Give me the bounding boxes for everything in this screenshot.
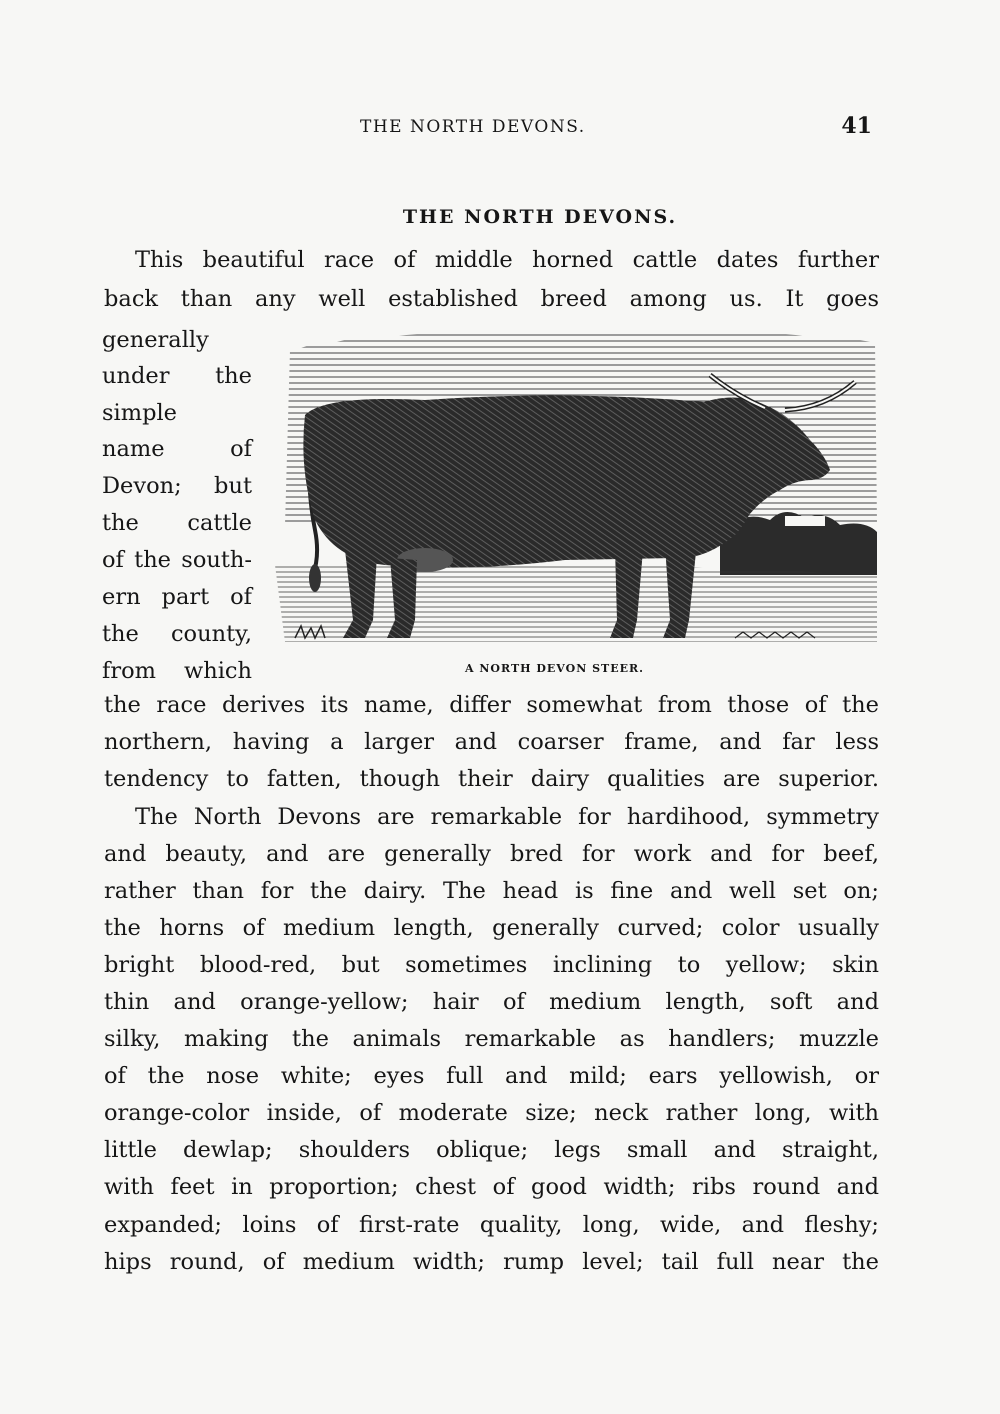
text-line: bright blood-red, but sometimes inclining to yellow; skin — [104, 952, 879, 978]
text-line: and beauty, and are generally bred for work and for beef, — [104, 841, 879, 867]
text-line: silky, making the animals remarkable as handlers; muzzle — [104, 1026, 879, 1052]
narrow-text-line: Devon; but — [102, 473, 252, 499]
narrow-text-line: from which — [102, 658, 252, 684]
text-line: northern, having a larger and coarser frame, and far less — [104, 729, 879, 755]
figure-caption: A NORTH DEVON STEER. — [465, 662, 644, 675]
text-line: with feet in proportion; chest of good width; ribs round and — [104, 1174, 879, 1200]
page-number: 41 — [841, 113, 872, 139]
text-line: the race derives its name, differ somewhat from those of the — [104, 692, 879, 718]
steer-illustration — [265, 320, 880, 660]
narrow-text-line: name of — [102, 436, 252, 462]
text-line: rather than for the dairy. The head is fine and well set on; — [104, 878, 879, 904]
section-title: THE NORTH DEVONS. — [402, 206, 678, 228]
narrow-text-line: under the — [102, 363, 252, 389]
text-line: back than any well established breed among us. It goes — [104, 286, 879, 312]
narrow-text-line: the cattle — [102, 510, 252, 536]
text-line: of the nose white; eyes full and mild; ears yellowish, or — [104, 1063, 879, 1089]
steer-engraving — [265, 320, 880, 675]
text-line: thin and orange-yellow; hair of medium length, soft and — [104, 989, 879, 1015]
narrow-text-line: ern part of — [102, 584, 252, 610]
narrow-text-line: the county, — [102, 621, 252, 647]
narrow-text-line: of the south- — [102, 547, 252, 573]
running-title: THE NORTH DEVONS. — [360, 117, 586, 137]
text-line: The North Devons are remarkable for hardihood, symmetry — [135, 804, 879, 830]
narrow-text-line: simple — [102, 400, 177, 426]
text-line: This beautiful race of middle horned cattle dates further — [135, 247, 879, 273]
text-line: the horns of medium length, generally curved; color usually — [104, 915, 879, 941]
text-line: little dewlap; shoulders oblique; legs small and straight, — [104, 1137, 879, 1163]
text-line: tendency to fatten, though their dairy qualities are superior. — [104, 766, 879, 792]
text-line: hips round, of medium width; rump level; tail full near the — [104, 1249, 879, 1275]
text-line: expanded; loins of first-rate quality, long, wide, and fleshy; — [104, 1212, 879, 1238]
narrow-text-line: generally — [102, 327, 209, 353]
text-line: orange-color inside, of moderate size; neck rather long, with — [104, 1100, 879, 1126]
